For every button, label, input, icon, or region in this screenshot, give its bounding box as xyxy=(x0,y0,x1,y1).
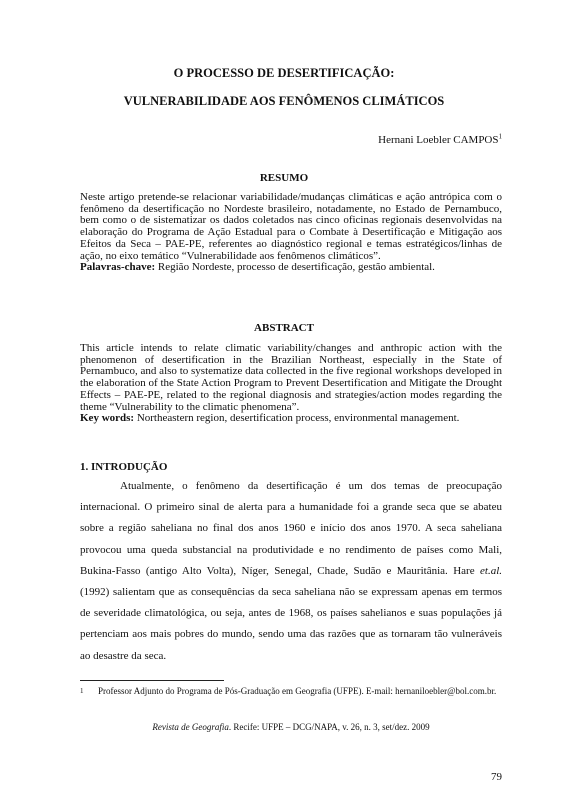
resumo-keywords: Região Nordeste, processo de desertificação, gestão ambiental. xyxy=(155,261,435,274)
resumo-keywords-label: Palavras-chave: xyxy=(80,261,156,274)
author-name-text: Hernani Loebler CAMPOS xyxy=(378,134,499,146)
introducao-paragraph xyxy=(80,476,502,667)
introducao-text-1: Atualmente, o fenômeno da desertificação é um dos temas de preocupação internacional. O primeiro sinal de alerta para a humanidade foi a grande seca que se abateu sobre a região saheliana no final dos anos 1960 e início dos anos 1970. A seca saheliana provocou uma queda substancial na produtividade e no rendimento de países como Mali, Bukina-Fasso (antigo Alto Volta), Níger, Senegal, Chade, Sudão e Mauritânia. Hare xyxy=(80,480,502,577)
resumo-heading: RESUMO xyxy=(259,172,309,184)
paper-title-line-1: O PROCESSO DE DESERTIFICAÇÃO: xyxy=(173,66,395,80)
abstract-keywords: Northeastern region, desertification process, environmental management. xyxy=(134,412,460,425)
section-heading-introducao: 1. INTRODUÇÃO xyxy=(80,461,168,473)
abstract-heading: ABSTRACT xyxy=(254,322,314,334)
footnote-separator xyxy=(80,680,224,681)
introducao-text-2: (1992) salientam que as consequências da seca saheliana não se expressam apenas em termos de severidade climatológica, ou seja, antes de 1968, os países sahelianos e suas populações já pertenciam aos mais pobres do mundo, sendo uma das razões que as tornaram tão vulneráveis ao desastre da seca. xyxy=(80,586,502,662)
abstract-keywords-label: Key words: xyxy=(80,412,135,425)
resumo-paragraph xyxy=(80,192,502,274)
paper-title-line-2: VULNERABILIDADE AOS FENÔMENOS CLIMÁTICOS xyxy=(123,94,445,108)
journal-name: Revista de Geografia xyxy=(152,722,229,732)
abstract-text: This article intends to relate climatic variability/changes and anthropic action with the phenomenon of desertification in the Brazilian Northeast, especially in the State of Pernambuco, and also to systematize data collected in the five regional workshops developed in the elaboration of the State Action Program to Prevent Desertification and Mitigate the Drought Effects – PAE-PE, related to the regional diagnosis and strategies/action modes regarding the theme “Vulnerability to the climatic phenomena”. xyxy=(80,342,502,413)
journal-citation xyxy=(80,722,502,733)
resumo-text: Neste artigo pretende-se relacionar variabilidade/mudanças climáticas e ação antrópica com o fenômeno da desertificação no Nordeste brasileiro, notadamente, no Estado de Pernambuco, bem como o de sistematizar os dados coletados nas cinco oficinas regionais desenvolvidas na elaboração do Programa de Ação Estadual para o Combate à Desertificação e Mitigação aos Efeitos da Seca – PAE-PE, referentes ao diagnóstico regional e temas estratégicos/linhas de ação, no eixo temático “Vulnerabilidade aos fenômenos climáticos”. xyxy=(80,191,502,262)
footnote xyxy=(80,686,502,697)
author-footnote-mark: 1 xyxy=(498,132,502,141)
footnote-text: Professor Adjunto do Programa de Pós-Graduação em Geografia (UFPE). E-mail: hernaniloebler@bol.com.br. xyxy=(98,686,497,696)
footnote-number: 1 xyxy=(80,687,84,695)
abstract-paragraph xyxy=(80,343,502,425)
page-number: 79 xyxy=(491,771,502,783)
journal-details: . Recife: UFPE – DCG/NAPA, v. 26, n. 3, set/dez. 2009 xyxy=(228,722,430,732)
introducao-citation-etal: et.al. xyxy=(480,564,502,577)
author-name xyxy=(378,134,502,147)
